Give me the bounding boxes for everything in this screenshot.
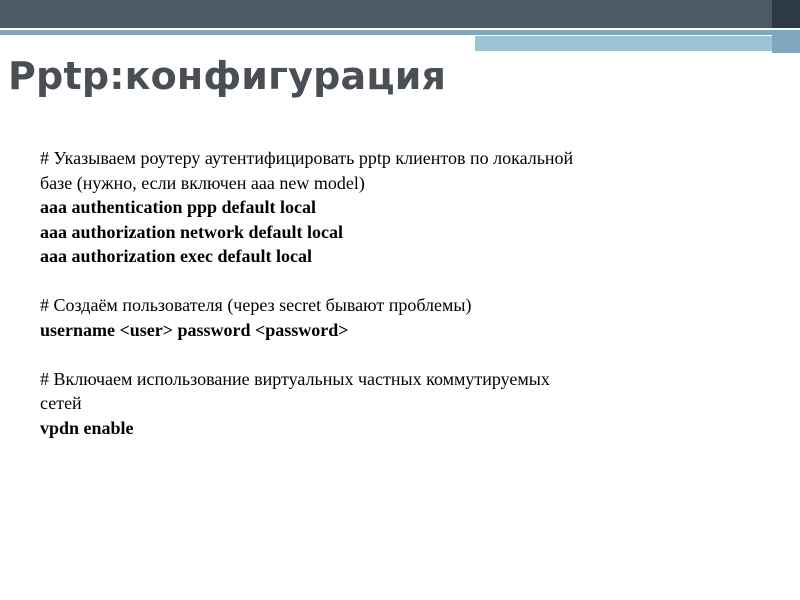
comment-line: сетей bbox=[40, 393, 82, 413]
slide-body bbox=[40, 146, 740, 440]
header-band-corner bbox=[772, 0, 800, 28]
comment-line: # Создаём пользователя (через secret бывают проблемы) bbox=[40, 295, 472, 315]
comment-line: # Включаем использование виртуальных частных коммутируемых bbox=[40, 368, 550, 389]
slide-title: Pptp:конфигурация bbox=[8, 54, 447, 98]
block-spacer bbox=[40, 269, 740, 294]
command-line: aaa authentication ppp default local bbox=[40, 197, 317, 217]
config-block-vpdn bbox=[40, 367, 740, 441]
header-accent-rule bbox=[0, 30, 800, 35]
comment-line: # Указываем роутеру аутентифицировать pptp клиентов по локальной bbox=[40, 148, 574, 168]
header-band bbox=[0, 0, 800, 28]
comment-line: базе (нужно, если включен aaa new model) bbox=[40, 172, 365, 193]
header-accent-corner bbox=[772, 30, 800, 53]
block-spacer bbox=[40, 342, 740, 367]
command-line: aaa authorization exec default local bbox=[40, 246, 312, 266]
config-block-aaa bbox=[40, 146, 740, 269]
config-block-username bbox=[40, 293, 740, 342]
command-line: aaa authorization network default local bbox=[40, 221, 343, 242]
header-accent-bar bbox=[475, 36, 772, 51]
command-line: username <user> password <password> bbox=[40, 319, 349, 340]
command-line: vpdn enable bbox=[40, 417, 134, 438]
